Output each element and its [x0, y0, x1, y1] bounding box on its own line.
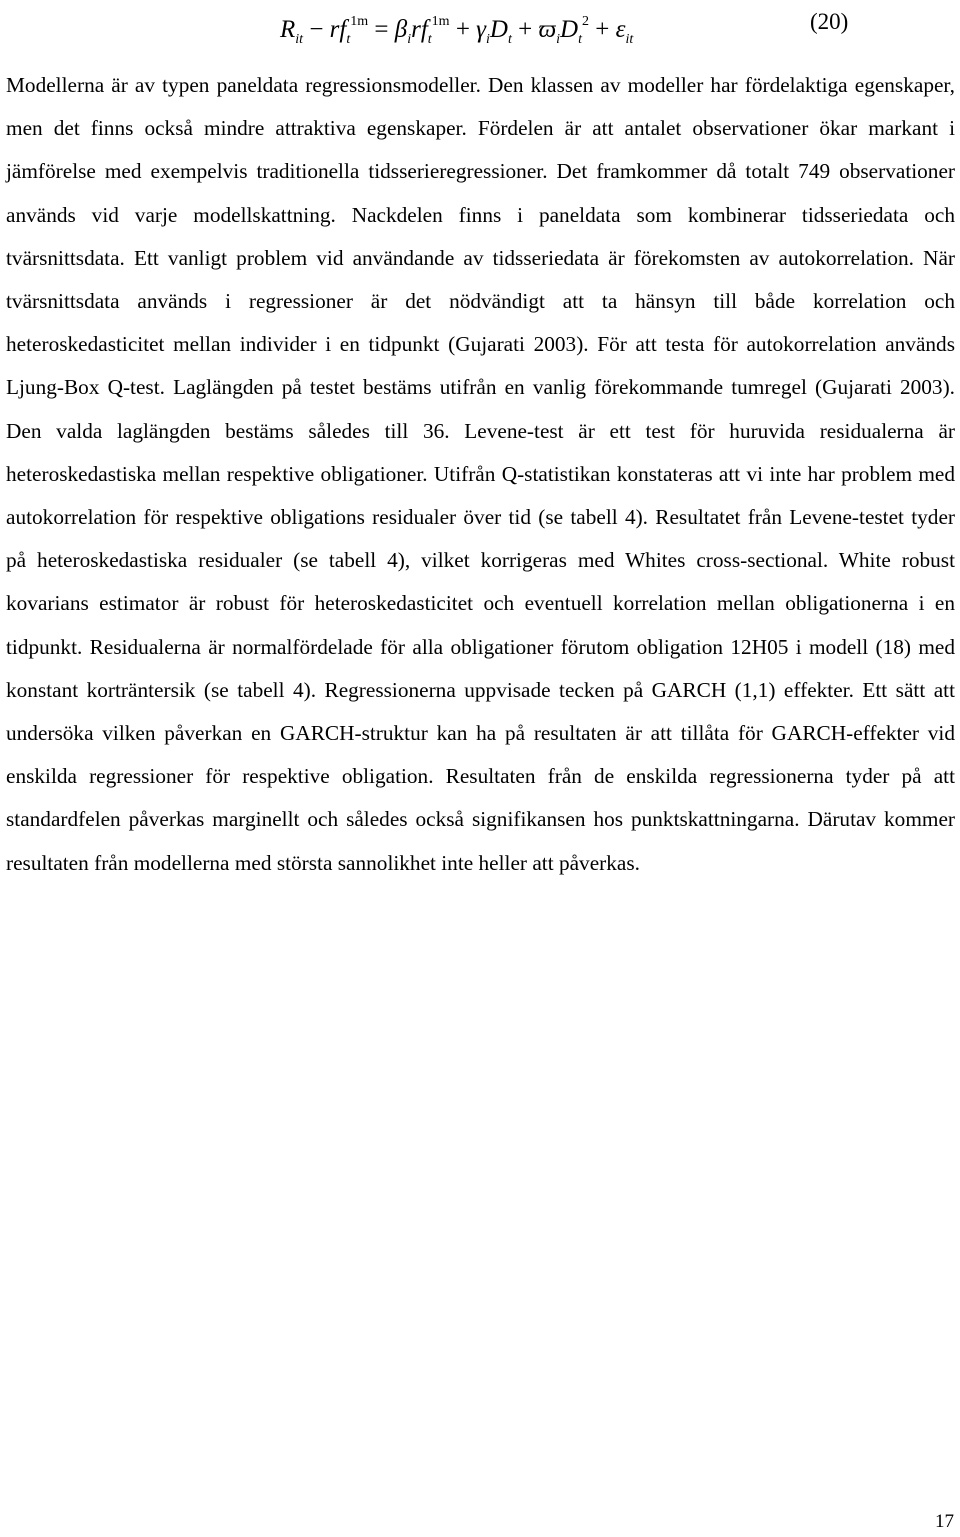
equation: $R_{it} - rf_t^{1m} = \beta_irf_t^{1m} + \gamma_iD_t + ϖ_iD_t^2 + \varepsilon_{it}$: [280, 14, 634, 47]
equation-number: (20): [810, 9, 849, 34]
body-paragraph: Modellerna är av typen paneldata regressionsmodeller. Den klassen av modeller har fördelaktiga egenskaper, men det finns också mindre attraktiva egenskaper. Fördelen är att antalet observationer ökar markant i jämförelse med exempelvis traditionella tidsserieregressioner. Det framkommer då totalt 749 observationer används vid varje modellskattning. Nackdelen finns i paneldata som kombinerar tidsseriedata och tvärsnittsdata. Ett vanligt problem vid användande av tidsseriedata är förekomsten av autokorrelation. När tvärsnittsdata används i regressioner är det nödvändigt att ta hänsyn till både korrelation och heteroskedasticitet mellan individer i en tidpunkt (Gujarati 2003). För att testa för autokorrelation används Ljung-Box Q-test. Laglängden på testet bestäms utifrån en vanlig förekommande tumregel (Gujarati 2003). Den valda laglängden bestäms således till 36. Levene-test är ett test för huruvida residualerna är heteroskedastiska mellan respektive obligationer. Utifrån Q-statistikan konstateras att vi inte har problem med autokorrelation för respektive obligations residualer över tid (se tabell 4). Resultatet från Levene-testet tyder på heteroskedastiska residualer (se tabell 4), vilket korrigeras med Whites cross-sectional. White robust kovarians estimator är robust för heteroskedasticitet och eventuell korrelation mellan obligationerna i en tidpunkt. Residualerna är normalfördelade för alla obligationer förutom obligation 12H05 i modell (18) med konstant korträntersik (se tabell 4). Regressionerna uppvisade tecken på GARCH (1,1) effekter. Ett sätt att undersöka vilken påverkan en GARCH-struktur kan ha på resultaten är att tillåta för GARCH-effekter vid enskilda regressioner för respektive obligation. Resultaten från de enskilda regressionerna tyder på att standardfelen påverkas marginellt och således också signifikansen hos punktskattningarna. Därutav kommer resultaten från modellerna med största sannolikhet inte heller att påverkas.: [6, 73, 955, 875]
page-number: 17: [935, 1511, 954, 1532]
